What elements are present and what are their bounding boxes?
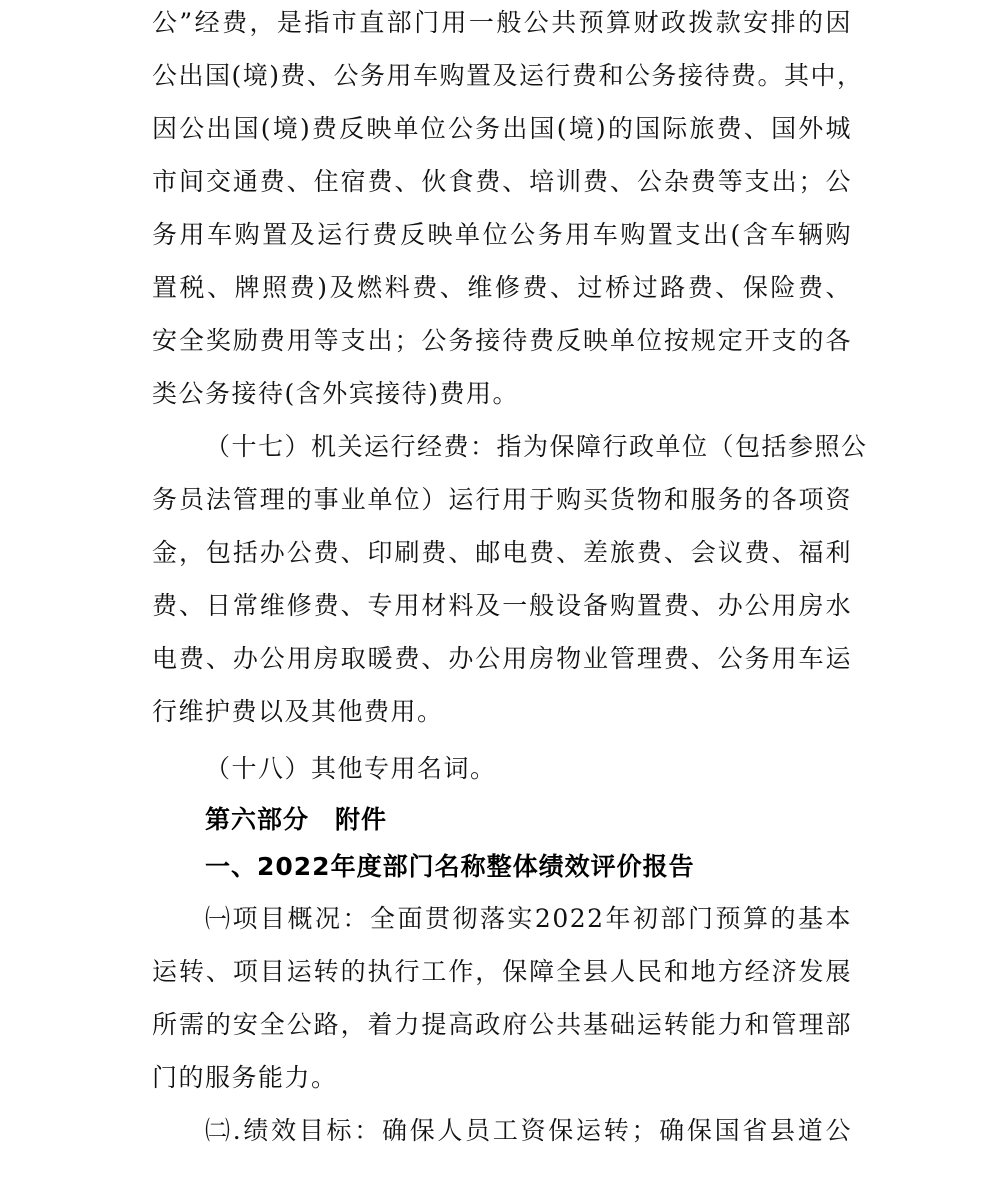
section-heading: 第六部分 附件 (205, 805, 388, 834)
paragraph-line: 市间交通费、住宿费、伙食费、培训费、公杂费等支出；公 (152, 167, 852, 196)
paragraph-line: 所需的安全公路，着力提高政府公共基础运转能力和管理部 (152, 1010, 852, 1039)
paragraph-line: ㈠项目概况：全面贯彻落实2022年初部门预算的基本 (205, 904, 852, 933)
paragraph-line: 电费、办公用房取暖费、办公用房物业管理费、公务用车运 (152, 644, 852, 673)
paragraph-line: 公”经费，是指市直部门用一般公共预算财政拨款安排的因 (152, 8, 852, 37)
paragraph-line: 金，包括办公费、印刷费、邮电费、差旅费、会议费、福利 (152, 538, 852, 567)
paragraph-line: 置税、牌照费)及燃料费、维修费、过桥过路费、保险费、 (152, 273, 852, 302)
paragraph-line: 务员法管理的事业单位）运行用于购买货物和服务的各项资 (152, 485, 852, 514)
report-title: 一、2022年度部门名称整体绩效评价报告 (205, 852, 695, 881)
paragraph-line: 行维护费以及其他费用。 (152, 697, 444, 726)
paragraph-line: 运转、项目运转的执行工作，保障全县人民和地方经济发展 (152, 957, 852, 986)
paragraph-line: 门的服务能力。 (152, 1063, 338, 1092)
paragraph-line: 务用车购置及运行费反映单位公务用车购置支出(含车辆购 (152, 220, 852, 249)
paragraph-line: （十八）其他专用名词。 (205, 754, 497, 783)
paragraph-line: ㈡.绩效目标：确保人员工资保运转；确保国省县道公 (205, 1116, 852, 1145)
paragraph-line: 因公出国(境)费反映单位公务出国(境)的国际旅费、国外城 (152, 114, 852, 143)
paragraph-line: 费、日常维修费、专用材料及一般设备购置费、办公用房水 (152, 591, 852, 620)
paragraph-line: （十七）机关运行经费：指为保障行政单位（包括参照公 (205, 432, 868, 461)
paragraph-line: 类公务接待(含外宾接待)费用。 (152, 379, 520, 408)
paragraph-line: 安全奖励费用等支出；公务接待费反映单位按规定开支的各 (152, 326, 852, 355)
paragraph-line: 公出国(境)费、公务用车购置及运行费和公务接待费。其中， (152, 61, 864, 90)
